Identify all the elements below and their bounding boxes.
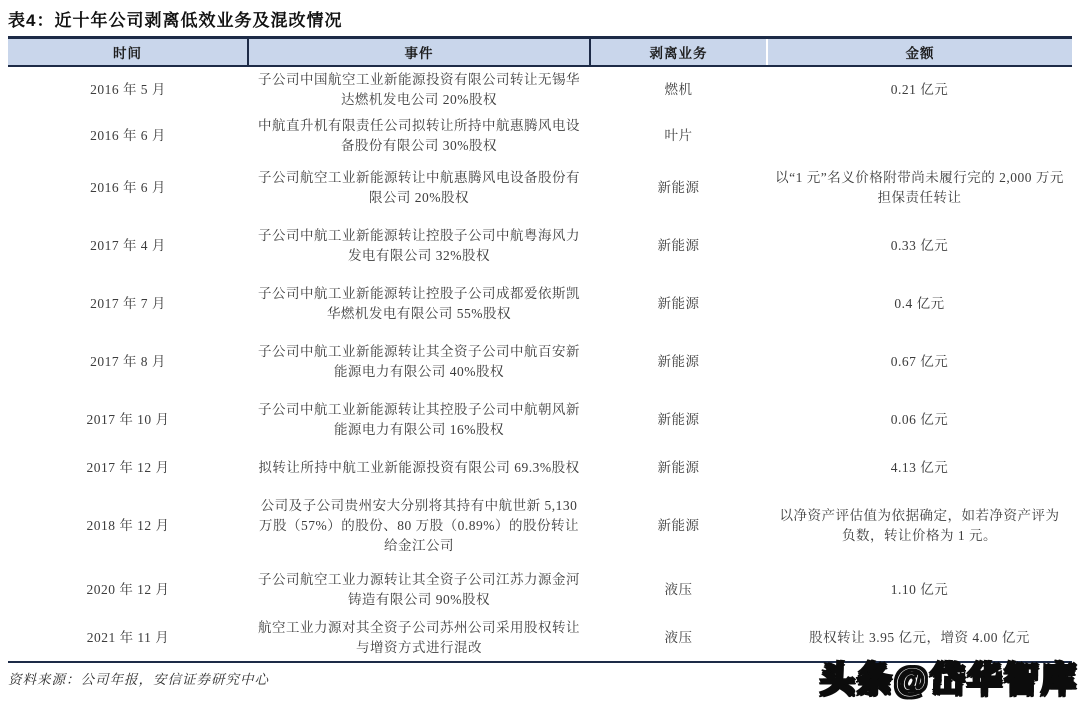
- table-row: [8, 66, 1072, 113]
- header-row: [8, 38, 1072, 67]
- cell-event: 子公司中航工业新能源转让其控股子公司中航朝风新能源电力有限公司 16%股权: [258, 402, 580, 437]
- col-header-event: 事件: [248, 38, 590, 67]
- cell-event: 航空工业力源对其全资子公司苏州公司采用股权转让与增资方式进行混改: [248, 615, 590, 662]
- cell-time: 2016 年 6 月: [90, 128, 166, 143]
- col-header-time: 时间: [8, 38, 248, 67]
- table-row: [8, 449, 1072, 487]
- table-row: [8, 159, 1072, 217]
- cell-time: 2017 年 12 月: [86, 460, 170, 475]
- cell-business: 新能源: [657, 412, 700, 427]
- cell-time: 2017 年 10 月: [86, 412, 170, 427]
- cell-time: 2018 年 12 月: [86, 518, 170, 533]
- cell-amount: 0.06 亿元: [890, 412, 949, 427]
- cell-amount: 0.33 亿元: [890, 238, 949, 253]
- col-header-business: 剥离业务: [590, 38, 767, 67]
- cell-amount: 0.21 亿元: [890, 82, 949, 97]
- cell-amount: 0.4 亿元: [894, 296, 945, 311]
- cell-amount: 4.13 亿元: [890, 460, 949, 475]
- cell-event: 公司及子公司贵州安大分别将其持有中航世新 5,130 万股（57%）的股份、80 万股（0.89%）的股份转让给金江公司: [259, 498, 579, 553]
- cell-time: 2016 年 6 月: [90, 180, 166, 195]
- cell-event: 子公司中航工业新能源转让控股子公司中航粤海风力发电有限公司 32%股权: [258, 228, 580, 263]
- watermark: 头条@岱华智库: [819, 661, 1078, 700]
- table-row: [8, 217, 1072, 275]
- cell-time: 2017 年 8 月: [90, 354, 166, 369]
- cell-event: 拟转让所持中航工业新能源投资有限公司 69.3%股权: [258, 460, 580, 475]
- cell-event: 子公司航空工业新能源转让中航惠腾风电设备股份有限公司 20%股权: [258, 170, 580, 205]
- table-header: [8, 38, 1072, 67]
- cell-time: 2017 年 4 月: [90, 238, 166, 253]
- cell-time: 2020 年 12 月: [86, 582, 170, 597]
- cell-business: 液压: [664, 582, 693, 597]
- source-note: 资料来源：公司年报，安信证券研究中心: [8, 672, 269, 687]
- cell-amount: 股权转让 3.95 亿元，增资 4.00 亿元: [767, 615, 1072, 662]
- cell-time: 2016 年 5 月: [90, 82, 166, 97]
- cell-event: 子公司中国航空工业新能源投资有限公司转让无锡华达燃机发电公司 20%股权: [258, 72, 580, 107]
- cell-amount: [767, 113, 1072, 159]
- table-row: [8, 565, 1072, 615]
- cell-event: 子公司航空工业力源转让其全资子公司江苏力源金河铸造有限公司 90%股权: [258, 572, 580, 607]
- cell-time: 2021 年 11 月: [8, 615, 248, 662]
- cell-business: 燃机: [664, 82, 693, 97]
- cell-amount: 以净资产评估值为依据确定，如若净资产评为负数，转让价格为 1 元。: [779, 508, 1060, 543]
- table-row: [8, 391, 1072, 449]
- cell-amount: 0.67 亿元: [890, 354, 949, 369]
- cell-amount: 1.10 亿元: [890, 582, 949, 597]
- cell-event: 子公司中航工业新能源转让其全资子公司中航百安新能源电力有限公司 40%股权: [258, 344, 580, 379]
- cell-business: 液压: [590, 615, 767, 662]
- cell-amount: 以“1 元”名义价格附带尚未履行完的 2,000 万元担保责任转让: [775, 170, 1064, 205]
- divestiture-table: [8, 36, 1072, 663]
- table-row: [8, 333, 1072, 391]
- table-row: [8, 275, 1072, 333]
- table-body: [8, 66, 1072, 662]
- cell-business: 新能源: [657, 354, 700, 369]
- cell-business: 新能源: [657, 518, 700, 533]
- cell-business: 新能源: [657, 460, 700, 475]
- cell-business: 新能源: [657, 238, 700, 253]
- table-row: [8, 113, 1072, 159]
- table-title: 表4：近十年公司剥离低效业务及混改情况: [8, 11, 343, 30]
- cell-event: 子公司中航工业新能源转让控股子公司成都爱依斯凯华燃机发电有限公司 55%股权: [258, 286, 580, 321]
- table-row: [8, 487, 1072, 565]
- cell-business: 叶片: [664, 128, 693, 143]
- cell-business: 新能源: [657, 180, 700, 195]
- cell-business: 新能源: [657, 296, 700, 311]
- col-header-amount: 金额: [767, 38, 1072, 67]
- cell-time: 2017 年 7 月: [90, 296, 166, 311]
- cell-event: 中航直升机有限责任公司拟转让所持中航惠腾风电设备股份有限公司 30%股权: [258, 118, 580, 153]
